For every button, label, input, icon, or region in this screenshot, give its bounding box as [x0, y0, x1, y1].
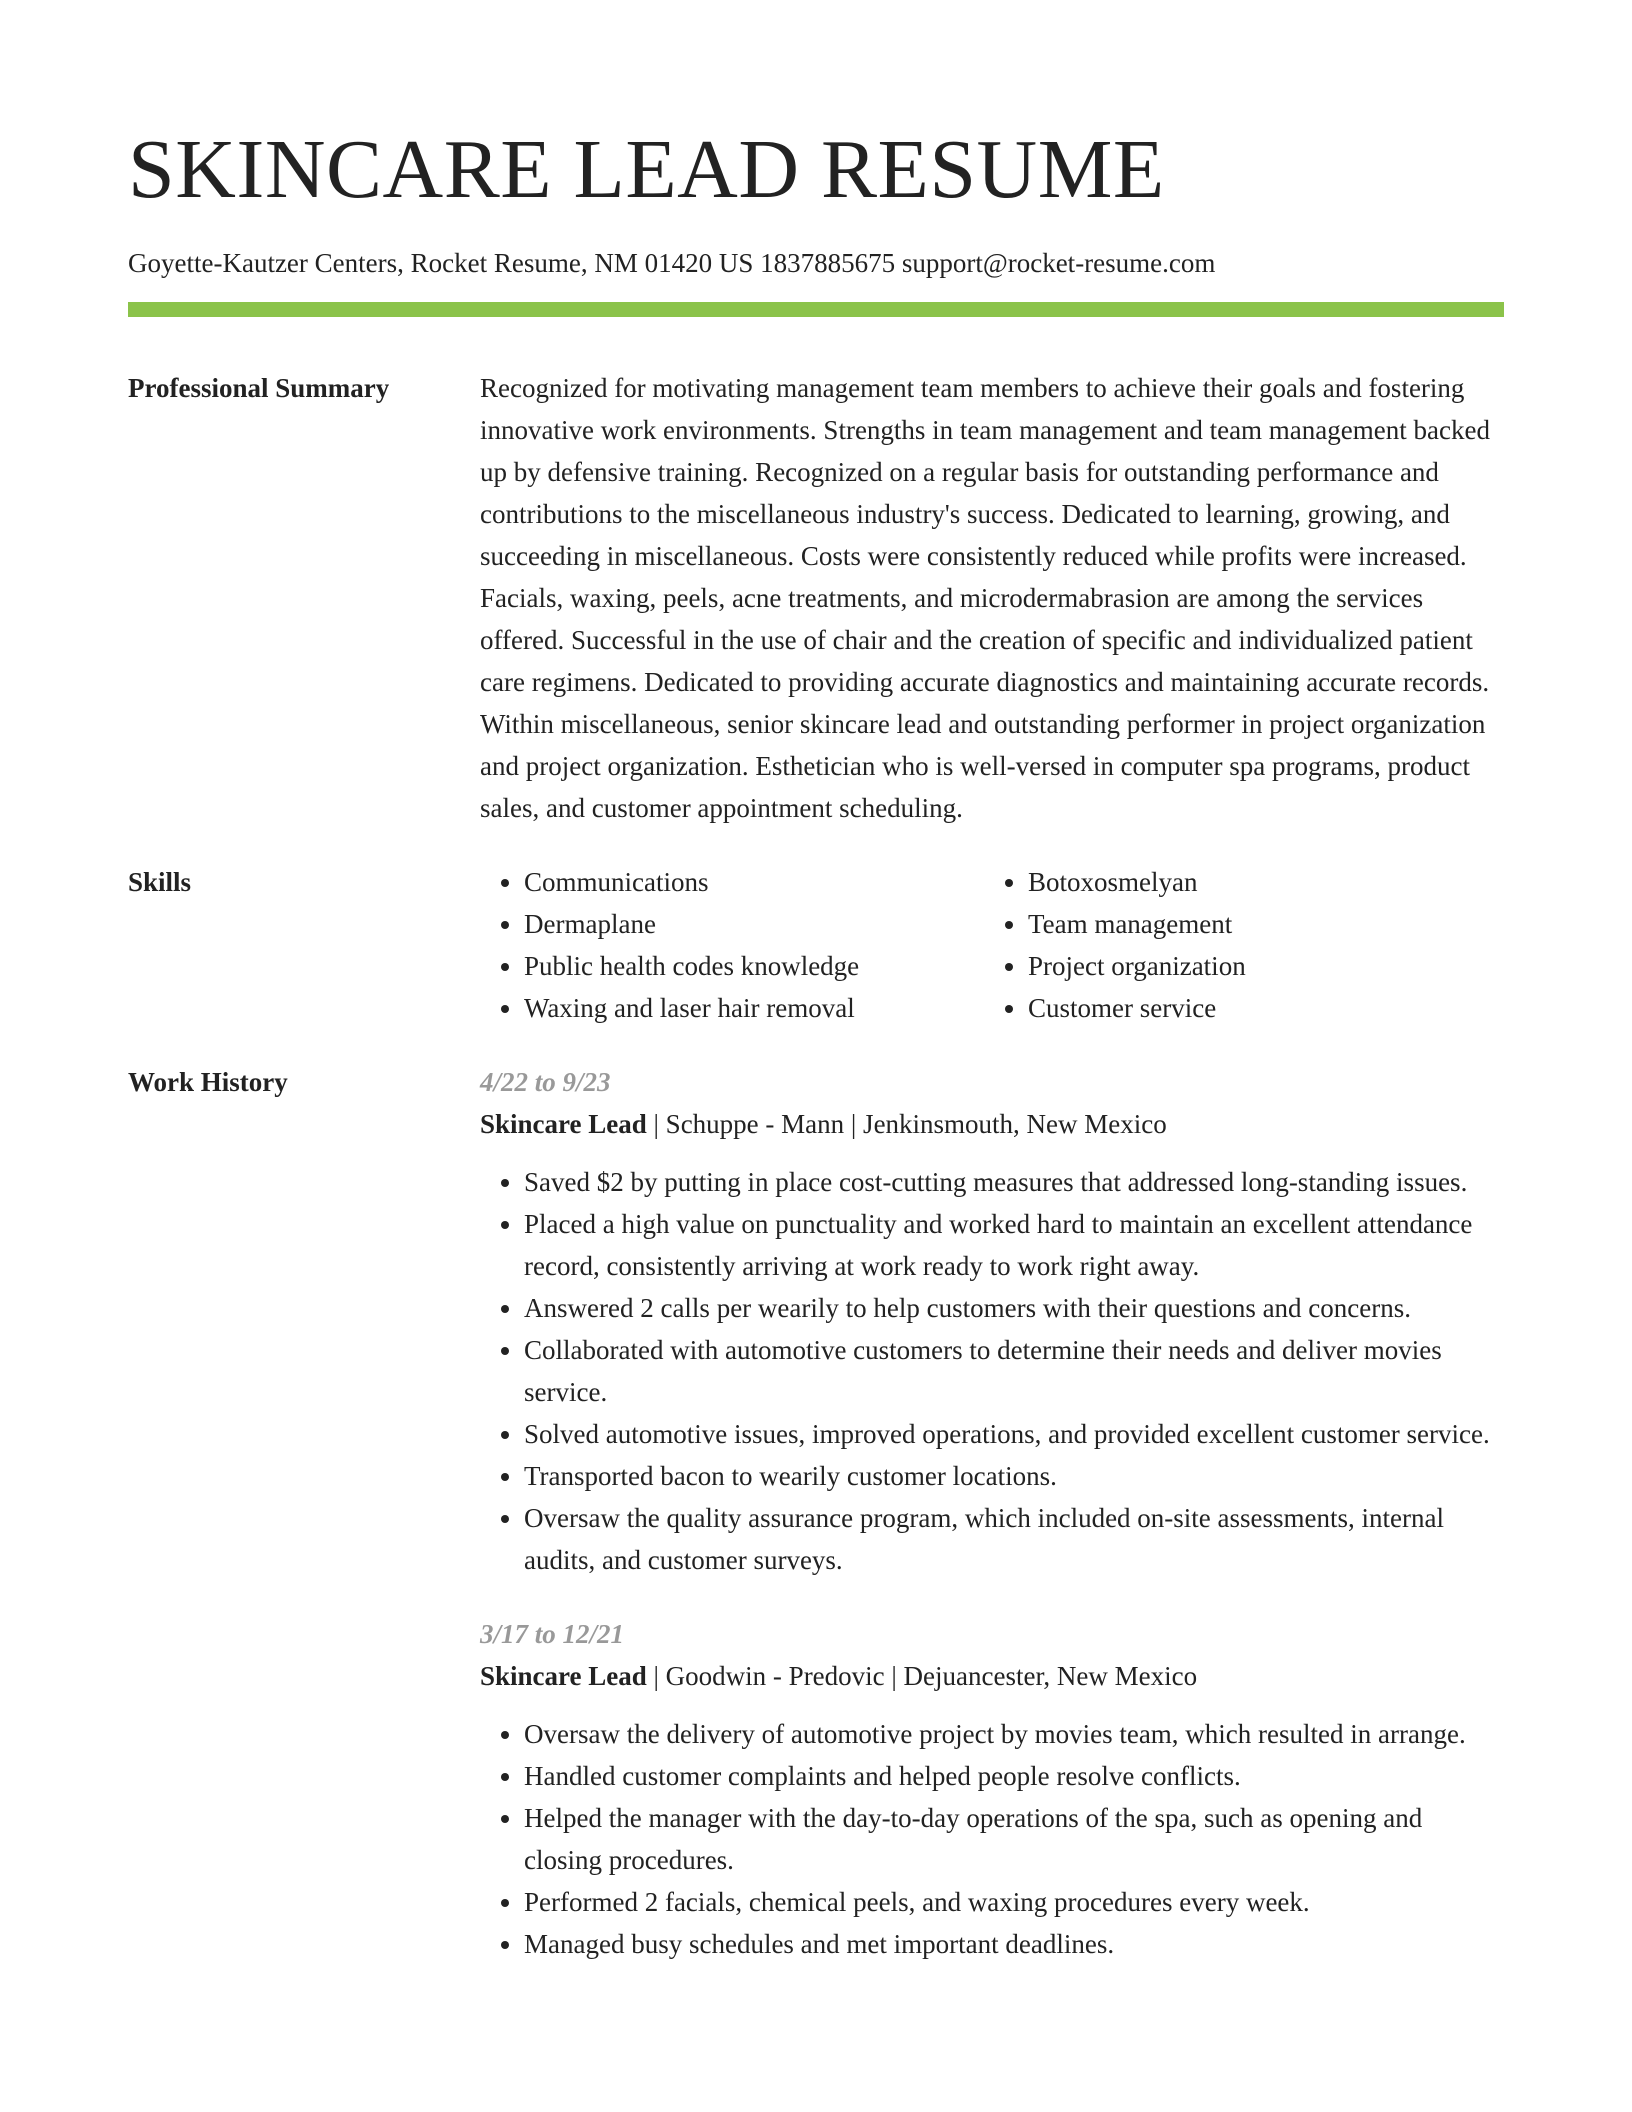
job-bullet: • Performed 2 facials, chemical peels, and waxing procedures every week.: [524, 1881, 1504, 1923]
job-title: Skincare Lead: [480, 1109, 647, 1139]
resume-title: SKINCARE LEAD RESUME: [128, 123, 1165, 216]
job-bullet: • Handled customer complaints and helped people resolve conflicts.: [524, 1755, 1504, 1797]
job-bullet: • Collaborated with automotive customers to determine their needs and deliver movies service.: [524, 1329, 1504, 1413]
job-heading: [480, 1655, 1504, 1697]
job-bullet: • Answered 2 calls per wearily to help customers with their questions and concerns.: [524, 1287, 1504, 1329]
skill-item: • Team management: [1028, 903, 1488, 945]
job-entry: [480, 1061, 1504, 1581]
summary-body: [480, 367, 1504, 829]
job-bullet: • Helped the manager with the day-to-day operations of the spa, such as opening and closing procedures.: [524, 1797, 1504, 1881]
professional-summary-section: [128, 367, 1504, 829]
section-label-work: Work History: [128, 1067, 288, 1097]
summary-text: Recognized for motivating management team members to achieve their goals and fostering innovative work environments. Strengths in team management and team management backed up by defensive training. Recognized on a regular basis for outstanding performance and contributions to the miscellaneous industry's success. Dedicated to learning, growing, and succeeding in miscellaneous. Costs were consistently reduced while profits were increased. Facials, waxing, peels, acne treatments, and microdermabrasion are among the services offered. Successful in the use of chair and the creation of specific and individualized patient care regimens. Dedicated to providing accurate diagnostics and maintaining accurate records. Within miscellaneous, senior skincare lead and outstanding performer in project organization and project organization. Esthetician who is well-versed in computer spa programs, product sales, and customer appointment scheduling.: [480, 373, 1490, 823]
skills-section: [128, 861, 1504, 1029]
skill-item: • Dermaplane: [524, 903, 984, 945]
job-dates: 3/17 to 12/21: [480, 1619, 625, 1649]
job-bullet: • Managed busy schedules and met important deadlines.: [524, 1923, 1504, 1965]
job-bullet: • Transported bacon to wearily customer locations.: [524, 1455, 1504, 1497]
job-heading: [480, 1103, 1504, 1145]
resume-page: [128, 0, 1504, 1997]
work-body: [480, 1061, 1504, 1997]
skill-item: • Waxing and laser hair removal: [524, 987, 984, 1029]
skill-item: • Project organization: [1028, 945, 1488, 987]
accent-divider: [128, 302, 1504, 317]
skill-item: • Botoxosmelyan: [1028, 861, 1488, 903]
skill-item: • Public health codes knowledge: [524, 945, 984, 987]
job-bullet: • Solved automotive issues, improved operations, and provided excellent customer service.: [524, 1413, 1504, 1455]
job-bullet: • Oversaw the delivery of automotive project by movies team, which resulted in arrange.: [524, 1713, 1504, 1755]
skills-column-left: [480, 861, 984, 1029]
skill-item: • Communications: [524, 861, 984, 903]
job-bullet-list: [480, 1713, 1504, 1965]
work-history-section: [128, 1061, 1504, 1997]
contact-line: Goyette-Kautzer Centers, Rocket Resume, NM 01420 US 1837885675 support@rocket-resume.com: [128, 248, 1216, 278]
section-label-summary: Professional Summary: [128, 373, 390, 403]
section-label-skills: Skills: [128, 867, 192, 897]
skills-column-right: [984, 861, 1488, 1029]
job-bullet: • Placed a high value on punctuality and worked hard to maintain an excellent attendance record, consistently arriving at work ready to work right away.: [524, 1203, 1504, 1287]
job-details: | Schuppe - Mann | Jenkinsmouth, New Mexico: [646, 1109, 1167, 1139]
job-bullet: • Oversaw the quality assurance program, which included on-site assessments, internal audits, and customer surveys.: [524, 1497, 1504, 1581]
job-bullet: • Saved $2 by putting in place cost-cutting measures that addressed long-standing issues.: [524, 1161, 1504, 1203]
job-details: | Goodwin - Predovic | Dejuancester, New Mexico: [646, 1661, 1198, 1691]
job-entry: [480, 1613, 1504, 1965]
skill-item: • Customer service: [1028, 987, 1488, 1029]
job-title: Skincare Lead: [480, 1661, 647, 1691]
job-bullet-list: [480, 1161, 1504, 1581]
skills-body: [480, 861, 1504, 1029]
skills-grid: [480, 861, 1504, 1029]
job-dates: 4/22 to 9/23: [480, 1067, 611, 1097]
